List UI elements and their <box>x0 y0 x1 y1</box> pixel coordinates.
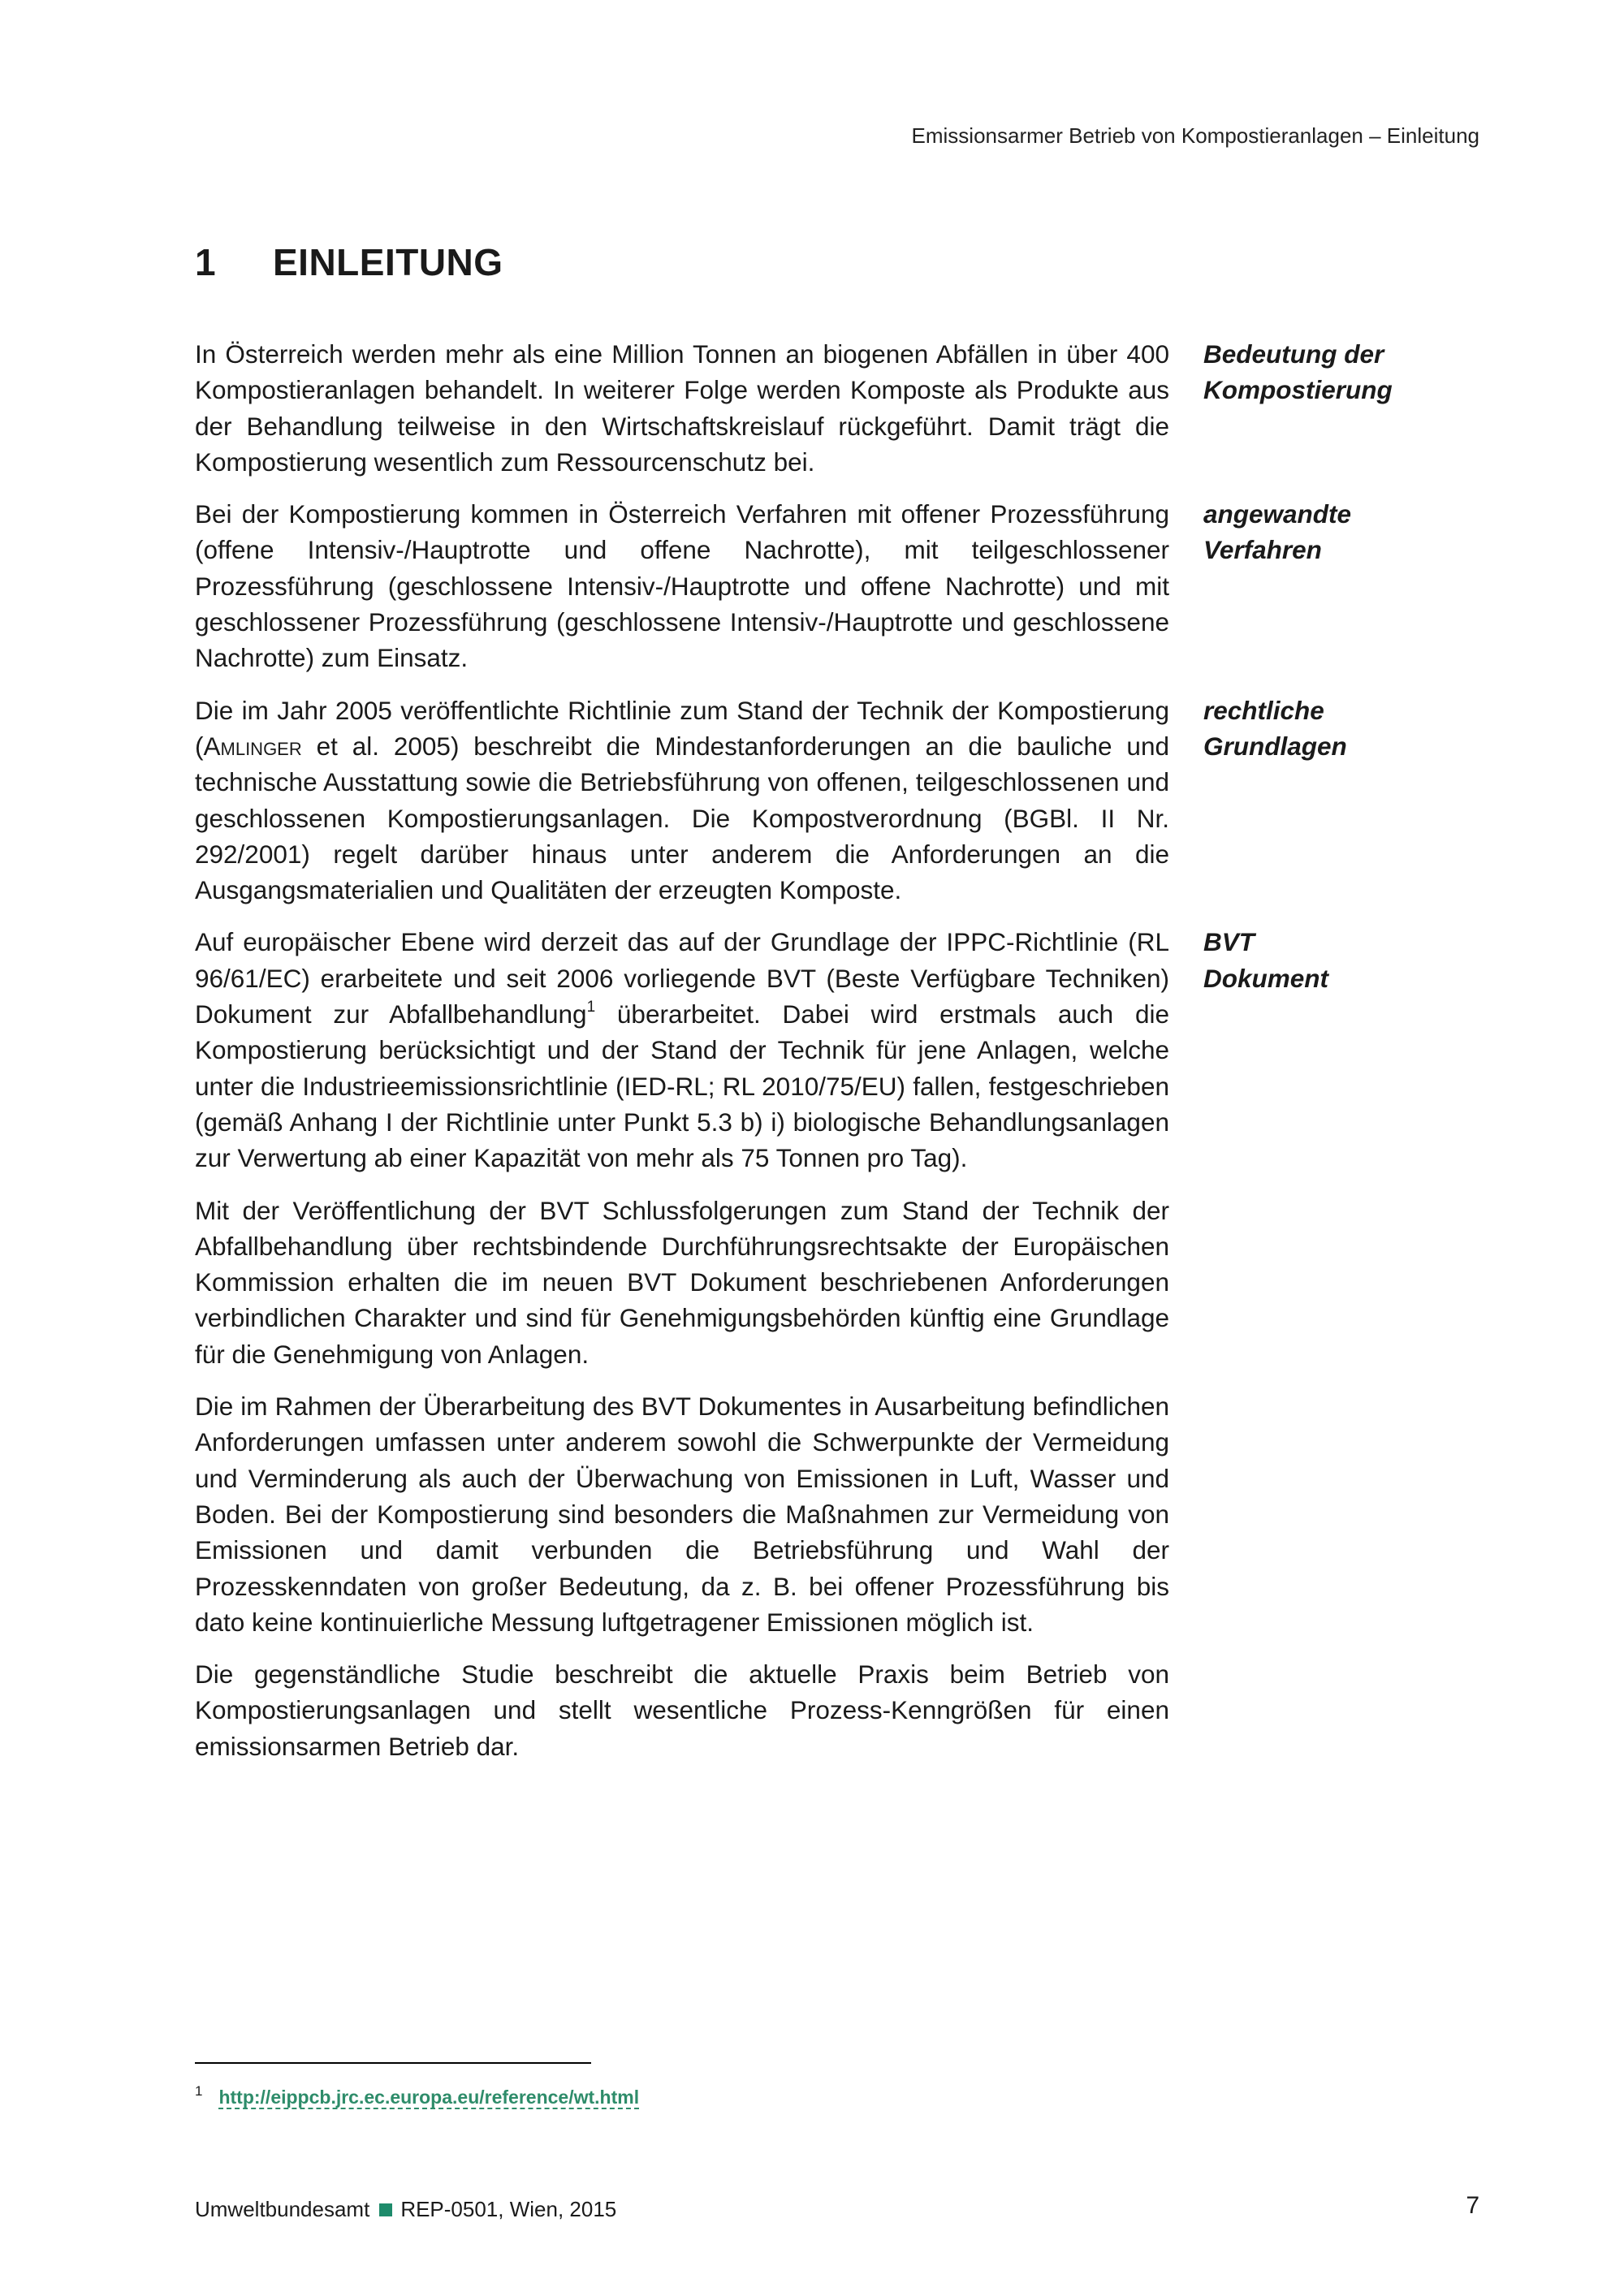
footer-publisher: Umweltbundesamt <box>195 2197 370 2221</box>
chapter-title-text: EINLEITUNG <box>273 241 503 283</box>
page-number: 7 <box>1466 2192 1479 2219</box>
text-segment: Auf europäischer Ebene wird derzeit das auf der Grundlage der IPPC-Richtlinie (RL 96/61/EC) erarbeitete und seit 2006 vorliegende BVT (Beste Verfügbare Techniken) Dokument zur Abfallbehandlung <box>195 927 1169 1029</box>
paragraph-requirements: Die im Rahmen der Überarbeitung des BVT Dokumentes in Ausarbeitung befindlichen Anforderungen umfassen unter anderem sowohl die Schwerpunkte der Vermeidung und Verminderung als auch der Überwachung von Emissionen in Luft, Wasser und Boden. Bei der Kompostierung sind besonders die Maßnahmen zur Vermeidung von Emissionen und damit verbunden die Betriebsführung und Wahl der Prozesskenndaten von großer Bedeutung, da z. B. bei offener Prozessführung bis dato keine kontinuierliche Messung luftgetragener Emissionen möglich ist. <box>195 1392 1169 1637</box>
paragraph-importance: In Österreich werden mehr als eine Million Tonnen an biogenen Abfällen in über 400 Kompostieranlagen behandelt. In weiterer Folge werden Komposte als Produkte aus der Behandlung teilweise in den Wirtschaftskreislauf rückgeführt. Damit trägt die Kompostierung wesentlich zum Ressourcenschutz bei. <box>195 339 1169 477</box>
text-segment: Die im Jahr 2005 veröffentlichte Richtlinie zum Stand der Technik der Kompostierung ( <box>195 695 1169 761</box>
footnote-reference[interactable]: 1 <box>586 999 596 1016</box>
footnote-divider <box>195 2062 591 2064</box>
chapter-title <box>195 240 503 284</box>
margin-note-importance: Bedeutung der Kompostierung <box>1203 339 1393 405</box>
margin-note-processes: angewandte Verfahren <box>1203 499 1352 565</box>
margin-note-bvt: BVT Dokument <box>1203 927 1329 993</box>
main-content <box>195 336 1393 1780</box>
paragraph-block <box>195 1656 1169 1764</box>
running-header: Emissionsarmer Betrieb von Kompostieranlagen – Einleitung <box>911 123 1479 148</box>
paragraph-bvt <box>195 924 1169 1176</box>
footer-square-icon <box>379 2203 392 2216</box>
paragraph-legal <box>195 693 1169 908</box>
footnote-link[interactable]: http://eippcb.jrc.ec.europa.eu/reference/wt.html <box>218 2087 640 2108</box>
paragraph-block <box>195 693 1347 908</box>
paragraph-block <box>195 496 1352 675</box>
footer <box>195 2197 616 2222</box>
margin-note-legal: rechtliche Grundlagen <box>1203 695 1347 761</box>
paragraph-block <box>195 1193 1169 1372</box>
paragraph-block <box>195 336 1393 480</box>
chapter-number: 1 <box>195 241 217 283</box>
footer-report-id: REP-0501, Wien, 2015 <box>400 2197 617 2221</box>
text-segment: überarbeitet. Dabei wird erstmals auch die Kompostierung berücksichtigt und der Stand der Technik für jene Anlagen, welche unter die Industrieemissionsrichtlinie (IED-RL; RL 2010/75/EU) fallen, festgeschrieben (gemäß Anhang I der Richtlinie unter Punkt 5.3 b) i) biologische Behandlungsanlagen zur Verwertung ab einer Kapazität von mehr als 75 Tonnen pro Tag). <box>195 999 1169 1173</box>
footnote <box>195 2083 639 2108</box>
paragraph-processes: Bei der Kompostierung kommen in Österreich Verfahren mit offener Prozessführung (offene Intensiv-/Hauptrotte und offene Nachrotte), mit teilgeschlossener Prozessführung (geschlossene Intensiv-/Hauptrotte und offene Nachrotte) und mit geschlossener Prozessführung (geschlossene Intensiv-/Hauptrotte und geschlossene Nachrotte) zum Einsatz. <box>195 499 1169 673</box>
paragraph-study: Die gegenständliche Studie beschreibt die aktuelle Praxis beim Betrieb von Kompostierungsanlagen und stellt wesentliche Prozess-Kenngrößen für einen emissionsarmen Betrieb dar. <box>195 1659 1169 1761</box>
footnote-mark: 1 <box>195 2083 203 2099</box>
author-citation: Amlinger <box>203 731 302 761</box>
text-segment: et al. 2005) beschreibt die Mindestanforderungen an die bauliche und technische Ausstattung sowie die Betriebsführung von offenen, teilgeschlossenen und geschlossenen Kompostierungsanlagen. Die Kompostverordnung (BGBl. II Nr. 292/2001) regelt darüber hinaus unter anderem die Anforderungen an die Ausgangsmaterialien und Qualitäten der erzeugten Komposte. <box>195 731 1169 905</box>
paragraph-block <box>195 1388 1169 1640</box>
paragraph-block <box>195 924 1329 1176</box>
paragraph-conclusions: Mit der Veröffentlichung der BVT Schlussfolgerungen zum Stand der Technik der Abfallbehandlung über rechtsbindende Durchführungsrechtsakte der Europäischen Kommission erhalten die im neuen BVT Dokument beschriebenen Anforderungen verbindlichen Charakter und sind für Genehmigungsbehörden künftig eine Grundlage für die Genehmigung von Anlagen. <box>195 1195 1169 1369</box>
